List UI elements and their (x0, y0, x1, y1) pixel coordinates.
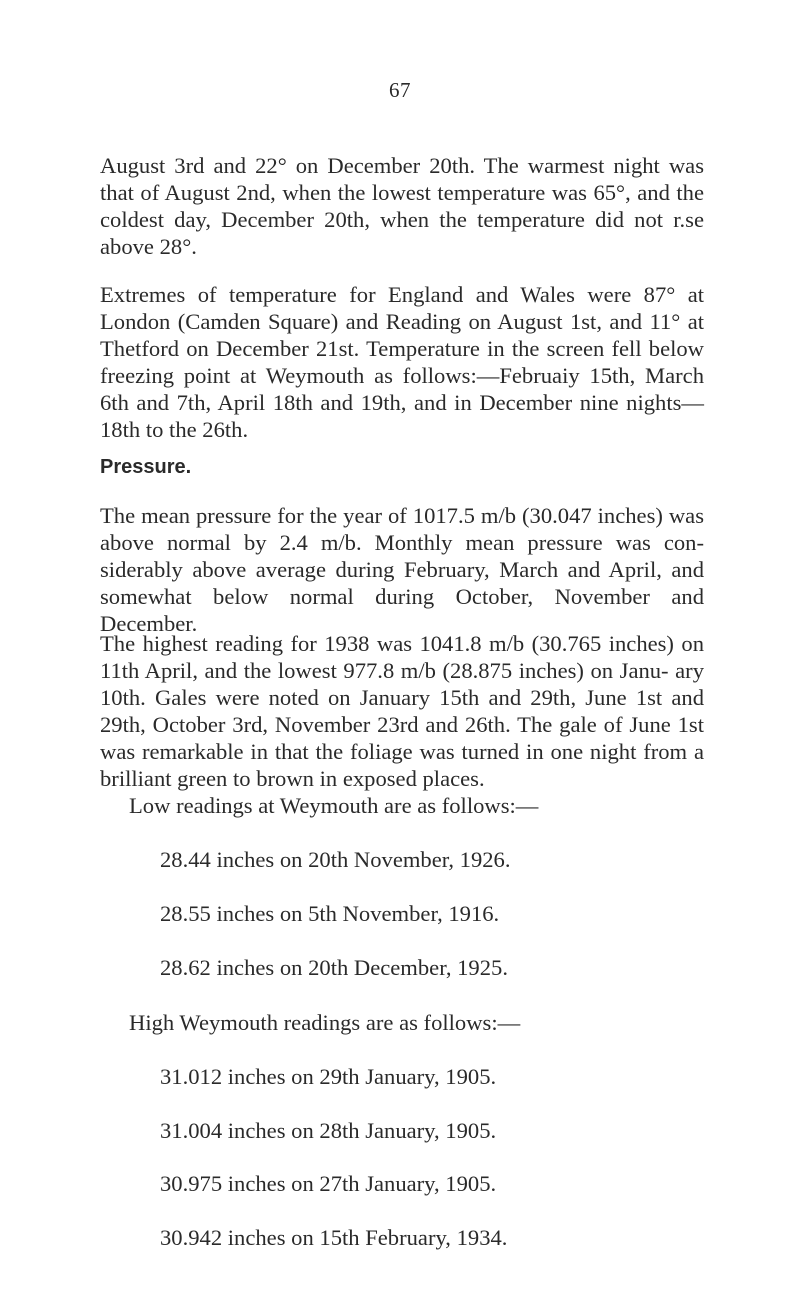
low-reading-item: 28.55 inches on 5th November, 1916. (160, 901, 500, 926)
high-reading-item: 30.975 inches on 27th January, 1905. (160, 1171, 497, 1196)
paragraph-high-readings-intro: High Weymouth readings are as follows:— (129, 1010, 521, 1035)
low-reading-item: 28.44 inches on 20th November, 1926. (160, 847, 511, 872)
paragraph-mean-pressure: The mean pressure for the year of 1017.5 m/b (30.047 inches) was above normal by 2.4 m/b. Monthly mean pressure was con- siderably above average during February, March and April, and somewhat below normal during October, November and December. (100, 503, 704, 636)
section-heading-pressure: Pressure. (100, 456, 192, 478)
high-reading-item: 30.942 inches on 15th February, 1934. (160, 1225, 508, 1250)
high-reading-item: 31.012 inches on 29th January, 1905. (160, 1064, 497, 1089)
high-reading-item: 31.004 inches on 28th January, 1905. (160, 1118, 497, 1143)
page-number: 67 (389, 78, 411, 102)
paragraph-temperature-extremes: Extremes of temperature for England and Wales were 87° at London (Camden Square) and Reading on August 1st, and 11° at Thetford on December 21st. Temperature in the screen fell below freezing point at Weymouth as follows:—Februaiy 15th, March 6th and 7th, April 18th and 19th, and in December nine nights—18th to the 26th. (100, 282, 704, 442)
paragraph-temperature-continued: August 3rd and 22° on December 20th. The warmest night was that of August 2nd, when the lowest temperature was 65°, and the coldest day, December 20th, when the temperature did not r.se above 28°. (100, 153, 704, 259)
low-reading-item: 28.62 inches on 20th December, 1925. (160, 955, 508, 980)
paragraph-highest-reading: The highest reading for 1938 was 1041.8 m/b (30.765 inches) on 11th April, and the lowest 977.8 m/b (28.875 inches) on Janu- ary 10th. Gales were noted on January 15th and 29th, June 1st and 29th, October 3rd, November 23rd and 26th. The gale of June 1st was remarkable in that the foliage was turned in one night from a brilliant green to brown in exposed places. (100, 631, 704, 791)
paragraph-low-readings-intro: Low readings at Weymouth are as follows:— (129, 793, 539, 818)
